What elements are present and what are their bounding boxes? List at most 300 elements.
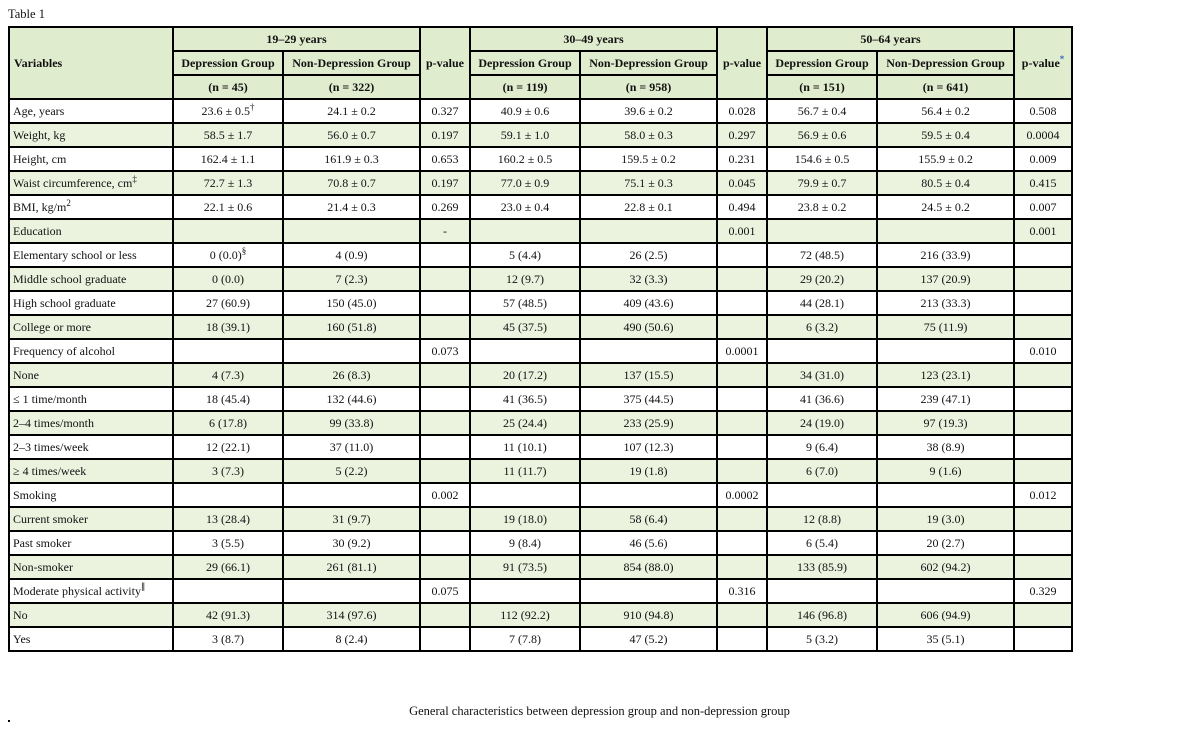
p-value-cell [1014, 579, 1072, 603]
table-row [9, 627, 1072, 651]
cell-text: 162.4 ± 1.1 [200, 152, 256, 166]
value-cell [580, 99, 717, 123]
value-cell [767, 603, 877, 627]
cell-text: 39.6 ± 0.2 [624, 104, 673, 118]
cell-text: 0 (0.0) [209, 248, 242, 262]
value-cell [173, 195, 283, 219]
table-row [9, 387, 1072, 411]
cell-text: 9 (8.4) [509, 536, 542, 550]
p-value-cell [717, 243, 767, 267]
value-cell [877, 555, 1014, 579]
p-value-cell [420, 219, 470, 243]
table-row [9, 243, 1072, 267]
value-cell [580, 483, 717, 507]
value-cell [580, 555, 717, 579]
variable-label-cell [9, 147, 173, 171]
cell-text: 12 (9.7) [506, 272, 545, 286]
p-value-cell [420, 555, 470, 579]
value-cell [767, 363, 877, 387]
value-cell [877, 579, 1014, 603]
value-cell [877, 363, 1014, 387]
cell-text: 9 (6.4) [806, 440, 839, 454]
p-value-cell [420, 339, 470, 363]
value-cell [283, 147, 420, 171]
table-row [9, 147, 1072, 171]
cell-text: 99 (33.8) [329, 416, 374, 430]
cell-text: 75.1 ± 0.3 [624, 176, 673, 190]
p-value-cell [717, 435, 767, 459]
value-cell [580, 195, 717, 219]
table-row [9, 363, 1072, 387]
cell-text: 4 (7.3) [212, 368, 244, 382]
value-cell [173, 315, 283, 339]
cell-text: 6 (17.8) [209, 416, 247, 430]
variable-label-cell [9, 195, 173, 219]
value-cell [173, 219, 283, 243]
value-cell [877, 339, 1014, 363]
value-cell [173, 243, 283, 267]
cell-text: 7 (2.3) [335, 272, 368, 286]
cell-text: 23.8 ± 0.2 [797, 200, 847, 214]
variable-label: Height, cm [13, 152, 67, 166]
value-cell [283, 507, 420, 531]
cell-text: 107 (12.3) [623, 440, 674, 454]
variable-label-cell [9, 171, 173, 195]
value-cell [283, 459, 420, 483]
stray-dot [8, 720, 10, 722]
cell-text: 0.075 [431, 584, 459, 598]
p-value-cell [717, 339, 767, 363]
cell-text: 8 (2.4) [335, 632, 368, 646]
cell-text: 3 (5.5) [212, 536, 244, 550]
value-cell [173, 435, 283, 459]
value-cell [173, 411, 283, 435]
value-cell [173, 483, 283, 507]
cell-text: 44 (28.1) [800, 296, 845, 310]
value-cell [470, 339, 580, 363]
value-cell [470, 387, 580, 411]
variable-label: ≤ 1 time/month [13, 392, 87, 406]
p-value-cell [1014, 627, 1072, 651]
value-cell [877, 219, 1014, 243]
p-value-cell [420, 363, 470, 387]
cell-text: 0.231 [728, 152, 756, 166]
cell-text: 37 (11.0) [329, 440, 374, 454]
cell-text: 12 (22.1) [206, 440, 250, 454]
p-value-cell [1014, 171, 1072, 195]
value-cell [580, 243, 717, 267]
cell-text: 42 (91.3) [206, 608, 250, 622]
cell-text: 0 (0.0) [212, 272, 244, 286]
p-value-cell [717, 267, 767, 291]
value-cell [470, 579, 580, 603]
cell-text: 0.329 [1029, 584, 1057, 598]
table-body [9, 99, 1072, 651]
p-value-cell [717, 219, 767, 243]
variable-label: Past smoker [13, 536, 72, 550]
cell-text: 0.316 [728, 584, 756, 598]
variable-label-cell [9, 579, 173, 603]
table-row [9, 555, 1072, 579]
value-cell [283, 627, 420, 651]
p-value-cell [420, 123, 470, 147]
variable-label-cell [9, 99, 173, 123]
value-cell [470, 123, 580, 147]
variable-label: College or more [13, 320, 91, 334]
cell-text: 75 (11.9) [923, 320, 968, 334]
value-cell [877, 291, 1014, 315]
cell-text: 59.1 ± 1.0 [500, 128, 550, 142]
p-value-cell [1014, 483, 1072, 507]
cell-text: 24.1 ± 0.2 [327, 104, 376, 118]
variable-label-cell [9, 363, 173, 387]
cell-text: 26 (8.3) [332, 368, 371, 382]
value-cell [283, 603, 420, 627]
table-row [9, 435, 1072, 459]
p-value-cell [1014, 603, 1072, 627]
p-value-header-19-29: p-value [420, 27, 470, 99]
cell-text: 46 (5.6) [629, 536, 668, 550]
variable-label-cell [9, 267, 173, 291]
cell-text: 18 (39.1) [206, 320, 250, 334]
value-cell [470, 363, 580, 387]
footnote-mark: ‡ [132, 174, 137, 184]
p-value-cell [1014, 435, 1072, 459]
p-value-cell [717, 387, 767, 411]
variable-label: No [13, 608, 28, 622]
p-value-cell [1014, 195, 1072, 219]
cell-text: 23.0 ± 0.4 [500, 200, 550, 214]
p-value-cell [1014, 315, 1072, 339]
cell-text: 606 (94.9) [920, 608, 971, 622]
value-cell [767, 507, 877, 531]
p-value-cell [420, 171, 470, 195]
variable-label-cell [9, 339, 173, 363]
value-cell [580, 339, 717, 363]
value-cell [470, 267, 580, 291]
value-cell [580, 387, 717, 411]
cell-text: 29 (20.2) [800, 272, 845, 286]
value-cell [580, 123, 717, 147]
cell-text: 25 (24.4) [503, 416, 548, 430]
variables-header: Variables [9, 27, 173, 99]
value-cell [173, 123, 283, 147]
value-cell [877, 627, 1014, 651]
value-cell [173, 363, 283, 387]
p-value-cell [1014, 387, 1072, 411]
cell-text: 29 (66.1) [206, 560, 250, 574]
value-cell [470, 243, 580, 267]
value-cell [470, 291, 580, 315]
cell-text: 213 (33.3) [920, 296, 971, 310]
cell-text: 56.0 ± 0.7 [327, 128, 376, 142]
cell-text: 3 (7.3) [212, 464, 244, 478]
cell-text: 6 (3.2) [806, 320, 839, 334]
variable-label-cell [9, 459, 173, 483]
p-value-cell [717, 123, 767, 147]
cell-text: 24.5 ± 0.2 [921, 200, 970, 214]
value-cell [173, 267, 283, 291]
value-cell [283, 219, 420, 243]
cell-text: 18 (45.4) [206, 392, 250, 406]
p-value-cell [1014, 147, 1072, 171]
cell-text: - [443, 224, 448, 238]
value-cell [877, 411, 1014, 435]
n-count-header: (n = 641) [877, 75, 1014, 99]
variable-label: None [13, 368, 39, 382]
footnote-mark: * [1059, 54, 1065, 64]
cell-text: 40.9 ± 0.6 [500, 104, 550, 118]
cell-text: 239 (47.1) [920, 392, 971, 406]
cell-text: 57 (48.5) [503, 296, 548, 310]
value-cell [767, 555, 877, 579]
value-cell [470, 507, 580, 531]
variable-label: High school graduate [13, 296, 116, 310]
value-cell [173, 507, 283, 531]
table-row [9, 291, 1072, 315]
variable-label: ≥ 4 times/week [13, 464, 87, 478]
p-value-cell [717, 627, 767, 651]
cell-text: 80.5 ± 0.4 [921, 176, 970, 190]
value-cell [580, 267, 717, 291]
p-value-cell [1014, 411, 1072, 435]
value-cell [877, 483, 1014, 507]
cell-text: 97 (19.3) [923, 416, 968, 430]
p-value-cell [1014, 507, 1072, 531]
cell-text: 0.002 [431, 488, 459, 502]
p-value-cell [717, 459, 767, 483]
cell-text: 5 (4.4) [509, 248, 542, 262]
value-cell [173, 459, 283, 483]
value-cell [877, 459, 1014, 483]
cell-text: 38 (8.9) [926, 440, 965, 454]
age-group-header-19-29: 19–29 years [173, 27, 420, 51]
value-cell [470, 435, 580, 459]
cell-text: 0.007 [1029, 200, 1057, 214]
cell-text: 133 (85.9) [797, 560, 848, 574]
cell-text: 490 (50.6) [623, 320, 674, 334]
variable-label-cell [9, 291, 173, 315]
cell-text: 70.8 ± 0.7 [327, 176, 376, 190]
cell-text: 112 (92.2) [500, 608, 550, 622]
p-value-header-50-64 [1014, 27, 1072, 99]
p-value-cell [420, 483, 470, 507]
value-cell [767, 147, 877, 171]
value-cell [767, 579, 877, 603]
value-cell [877, 99, 1014, 123]
table-row [9, 579, 1072, 603]
value-cell [283, 531, 420, 555]
value-cell [283, 315, 420, 339]
p-value-cell [1014, 219, 1072, 243]
value-cell [470, 147, 580, 171]
cell-text: 19 (1.8) [629, 464, 668, 478]
value-cell [767, 411, 877, 435]
cell-text: 58.0 ± 0.3 [624, 128, 673, 142]
value-cell [580, 627, 717, 651]
value-cell [283, 411, 420, 435]
cell-text: 0.028 [728, 104, 756, 118]
table-row [9, 171, 1072, 195]
cell-text: 72 (48.5) [800, 248, 845, 262]
value-cell [173, 627, 283, 651]
value-cell [470, 195, 580, 219]
value-cell [767, 627, 877, 651]
cell-text: 13 (28.4) [206, 512, 250, 526]
cell-text: 6 (7.0) [806, 464, 839, 478]
p-value-cell [420, 459, 470, 483]
p-value-cell [420, 315, 470, 339]
value-cell [283, 555, 420, 579]
table-row [9, 267, 1072, 291]
value-cell [767, 483, 877, 507]
value-cell [877, 195, 1014, 219]
table-row [9, 483, 1072, 507]
cell-text: 123 (23.1) [920, 368, 971, 382]
value-cell [767, 123, 877, 147]
cell-text: 26 (2.5) [629, 248, 668, 262]
table-row [9, 123, 1072, 147]
cell-text: 20 (17.2) [503, 368, 548, 382]
p-value-cell [717, 603, 767, 627]
value-cell [767, 195, 877, 219]
table-row [9, 315, 1072, 339]
value-cell [877, 507, 1014, 531]
value-cell [283, 171, 420, 195]
p-value-cell [717, 507, 767, 531]
value-cell [283, 483, 420, 507]
value-cell [173, 531, 283, 555]
footnote-mark: † [250, 102, 255, 112]
value-cell [877, 603, 1014, 627]
cell-text: 5 (3.2) [806, 632, 839, 646]
value-cell [767, 459, 877, 483]
variable-label: Non-smoker [13, 560, 73, 574]
p-value-cell [717, 555, 767, 579]
p-value-cell [420, 579, 470, 603]
value-cell [580, 147, 717, 171]
cell-text: 854 (88.0) [623, 560, 674, 574]
nondep-group-header-30-49: Non-Depression Group [580, 51, 717, 75]
value-cell [470, 627, 580, 651]
cell-text: 12 (8.8) [803, 512, 842, 526]
cell-text: 41 (36.6) [800, 392, 845, 406]
p-value-cell [717, 171, 767, 195]
value-cell [767, 219, 877, 243]
dep-group-header-30-49: Depression Group [470, 51, 580, 75]
value-cell [470, 531, 580, 555]
value-cell [470, 555, 580, 579]
nondep-group-header-19-29: Non-Depression Group [283, 51, 420, 75]
value-cell [283, 363, 420, 387]
p-value-cell [420, 243, 470, 267]
value-cell [470, 99, 580, 123]
dep-group-header-50-64: Depression Group [767, 51, 877, 75]
p-value-cell [420, 195, 470, 219]
n-count-header: (n = 322) [283, 75, 420, 99]
value-cell [580, 579, 717, 603]
value-cell [283, 387, 420, 411]
cell-text: 0.001 [1029, 224, 1057, 238]
value-cell [470, 483, 580, 507]
n-count-header: (n = 45) [173, 75, 283, 99]
cell-text: 91 (73.5) [503, 560, 548, 574]
variable-label-cell [9, 243, 173, 267]
table-row [9, 459, 1072, 483]
cell-text: 72.7 ± 1.3 [203, 176, 253, 190]
cell-text: 58 (6.4) [629, 512, 668, 526]
variable-label-cell [9, 315, 173, 339]
value-cell [767, 243, 877, 267]
variable-label-cell [9, 531, 173, 555]
value-cell [877, 243, 1014, 267]
p-value-cell [717, 291, 767, 315]
p-value-cell [1014, 531, 1072, 555]
p-value-cell [420, 411, 470, 435]
value-cell [877, 315, 1014, 339]
cell-text: 4 (0.9) [335, 248, 368, 262]
variable-label: BMI, kg/m [13, 200, 67, 214]
value-cell [470, 171, 580, 195]
variable-label: Smoking [13, 488, 57, 502]
value-cell [173, 555, 283, 579]
table-row [9, 339, 1072, 363]
cell-text: 27 (60.9) [206, 296, 250, 310]
table-row [9, 531, 1072, 555]
cell-text: 56.7 ± 0.4 [797, 104, 847, 118]
variable-label-cell [9, 483, 173, 507]
value-cell [877, 267, 1014, 291]
p-value-cell [717, 411, 767, 435]
table-label: Table 1 [8, 7, 45, 21]
p-value-cell [420, 627, 470, 651]
cell-text: 0.197 [431, 176, 459, 190]
cell-text: 56.4 ± 0.2 [921, 104, 970, 118]
nondep-group-header-50-64: Non-Depression Group [877, 51, 1014, 75]
value-cell [580, 507, 717, 531]
value-cell [767, 171, 877, 195]
p-value-cell [717, 315, 767, 339]
cell-text: 11 (10.1) [503, 440, 547, 454]
p-value-cell [717, 531, 767, 555]
cell-text: 0.297 [728, 128, 756, 142]
variable-label-cell [9, 555, 173, 579]
value-cell [580, 363, 717, 387]
cell-text: 0.010 [1029, 344, 1057, 358]
cell-text: 0.0002 [725, 488, 759, 502]
cell-text: 41 (36.5) [503, 392, 548, 406]
cell-text: 910 (94.8) [623, 608, 674, 622]
value-cell [173, 291, 283, 315]
cell-text: 22.1 ± 0.6 [203, 200, 253, 214]
n-count-header: (n = 119) [470, 75, 580, 99]
value-cell [767, 315, 877, 339]
cell-text: 160.2 ± 0.5 [497, 152, 553, 166]
cell-text: 159.5 ± 0.2 [621, 152, 676, 166]
value-cell [767, 531, 877, 555]
variable-label-cell [9, 507, 173, 531]
cell-text: 23.6 ± 0.5 [201, 104, 251, 118]
cell-text: 59.5 ± 0.4 [921, 128, 970, 142]
value-cell [877, 531, 1014, 555]
p-value-cell [1014, 267, 1072, 291]
characteristics-table [8, 26, 1073, 652]
value-cell [283, 195, 420, 219]
value-cell [580, 315, 717, 339]
value-cell [173, 147, 283, 171]
p-value-cell [1014, 243, 1072, 267]
cell-text: 146 (96.8) [797, 608, 848, 622]
